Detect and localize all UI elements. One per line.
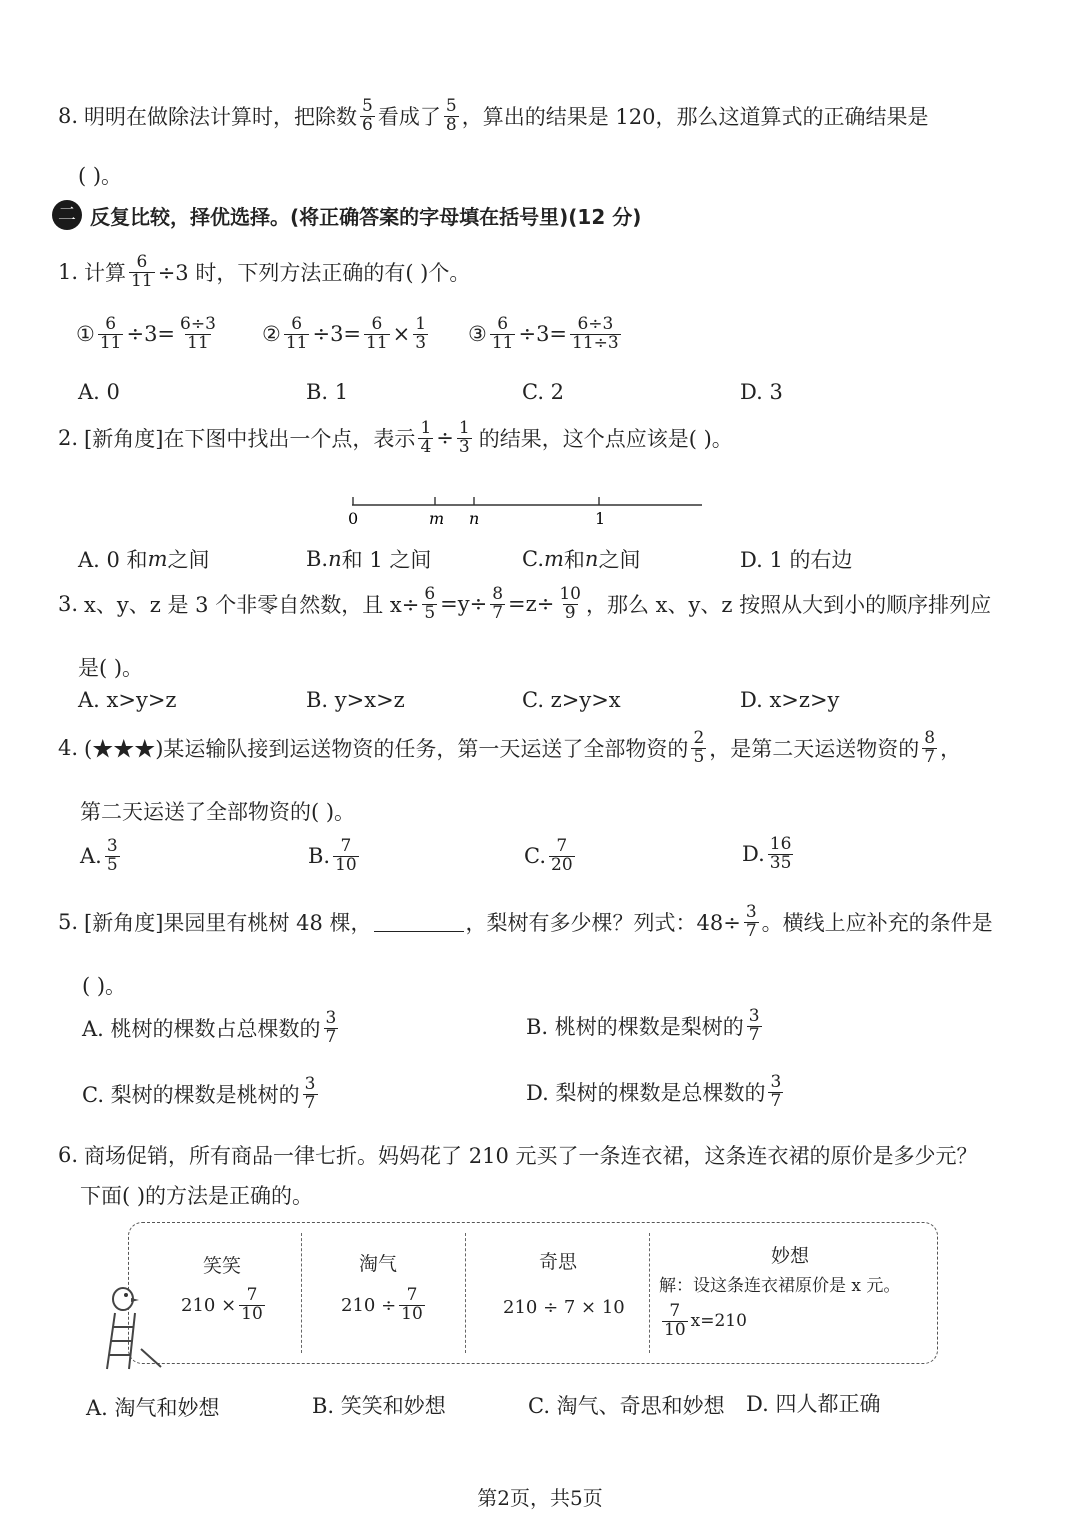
q3-fraction-2: $\frac{8}{7}$ [492,584,504,623]
q1-text-b: ÷3 时，下列方法正确的有( )个。 [157,261,471,286]
q1-option-b[interactable]: B. 1 [306,380,349,404]
q3-text-a: x、y、z 是 3 个非零自然数，且 x÷ [84,593,420,618]
box-divider-2 [465,1233,466,1353]
section-title: 反复比较，择优选择。(将正确答案的字母填在括号里)(12 分) [90,204,642,229]
section-badge: 二 [52,200,82,230]
q1-method-2: ② $\frac{6}{11}$ ÷3= $\frac{6}{11}$ × $\frac{1}{3}$ [262,314,427,353]
q5-stem [58,904,993,941]
person-taoqi-method: 210 ÷ $\frac{7}{10}$ [341,1285,423,1324]
q8-text-c: ，算出的结果是 120，那么这道算式的正确结果是 [461,105,929,130]
q5-line2: ( )。 [82,974,127,998]
q8-text-b: 看成了 [377,105,441,130]
q8-number: 8. [58,104,79,129]
q5-number: 5. [58,910,79,935]
page-footer: 第2页，共5页 [477,1486,603,1510]
q5-option-d[interactable]: D. 梨树的棵数是总棵数的 $\frac{3}{7}$ [526,1072,782,1111]
q1-stem [58,254,470,291]
q4-option-b[interactable]: B. $\frac{7}{10}$ [308,836,357,875]
q3-number: 3. [58,592,79,617]
q2-operator: ÷ [436,426,454,451]
q2-option-b[interactable]: B. n 和 1 之间 [306,547,432,572]
box-divider-3 [649,1233,650,1353]
label-0: 0 [348,509,359,528]
person-miaoxiang-solution: 解：设这条连衣裙原价是 x 元。 [659,1276,901,1296]
q2-text-b: 的结果，这个点应该是( )。 [478,427,733,452]
q5-text-a: [新角度]果园里有桃树 48 棵， [84,911,372,936]
q6-option-b[interactable]: B. 笑笑和妙想 [312,1394,446,1418]
q4-stem [58,730,961,767]
q6-option-d[interactable]: D. 四人都正确 [746,1392,881,1416]
q3-stem [58,586,991,623]
q3-fraction-1: $\frac{6}{5}$ [424,584,436,623]
q3-fraction-3: $\frac{10}{9}$ [559,584,581,623]
label-m: m [429,509,445,528]
q5-option-a[interactable]: A. 桃树的棵数占总棵数的 $\frac{3}{7}$ [82,1008,337,1047]
q3-option-d[interactable]: D. x>z>y [740,688,840,712]
q4-text-b: ，是第二天运送物资的 [709,737,920,762]
q5-text-b: ，梨树有多少棵？列式：48÷ [465,911,741,936]
person-miaoxiang-equation: $\frac{7}{10}$ x=210 [664,1301,747,1340]
person-qisi-method: 210 ÷ 7 × 10 [503,1297,625,1318]
person-xiaoxiao-method: 210 × $\frac{7}{10}$ [181,1285,263,1324]
q4-fraction-1: $\frac{2}{5}$ [693,728,705,767]
bird-ladder-illustration [101,1279,171,1373]
q4-text-a: (★★★)某运输队接到运送物资的任务，第一天运送了全部物资的 [84,737,689,762]
label-1: 1 [595,509,606,528]
q5-fraction: $\frac{3}{7}$ [745,902,757,941]
q1-fraction: $\frac{6}{11}$ [131,252,153,291]
q6-text-a: 商场促销，所有商品一律七折。妈妈花了 210 元买了一条连衣裙，这条连衣裙的原价是多少元？ [84,1144,978,1168]
q8-text-a: 明明在做除法计算时，把除数 [84,105,358,130]
q3-option-c[interactable]: C. z>y>x [522,688,621,712]
q2-stem [58,420,733,457]
q8-fraction-2: $\frac{5}{8}$ [445,96,457,135]
q5-fill-blank[interactable] [374,913,464,932]
q2-number: 2. [58,426,79,451]
q6-option-a[interactable]: A. 淘气和妙想 [86,1396,220,1420]
q4-line2: 第二天运送了全部物资的( )。 [80,800,356,824]
q4-option-a[interactable]: A. $\frac{3}{5}$ [80,836,118,875]
person-xiaoxiao-name: 笑笑 [203,1255,242,1277]
q8-line1 [58,98,928,135]
q5-option-c[interactable]: C. 梨树的棵数是桃树的 $\frac{3}{7}$ [82,1074,316,1113]
number-line [340,488,710,532]
q5-option-b[interactable]: B. 桃树的棵数是梨树的 $\frac{3}{7}$ [526,1006,760,1045]
q1-method-1: ① $\frac{6}{11}$ ÷3= $\frac{6\div 3}{11}$ [76,314,216,353]
q1-method-3: ③ $\frac{6}{11}$ ÷3= $\frac{6\div 3}{11\div 3}$ [468,314,619,353]
q3-line2: 是( )。 [78,656,144,680]
q1-number: 1. [58,260,79,285]
q4-fraction-2: $\frac{8}{7}$ [924,728,936,767]
q2-option-c[interactable]: C. m 和 n 之间 [522,547,641,572]
q1-option-d[interactable]: D. 3 [740,380,783,404]
q1-text-a: 计算 [84,261,127,286]
q3-eq-1: =y÷ [440,592,488,617]
methods-box [128,1222,938,1364]
q1-option-c[interactable]: C. 2 [522,380,565,404]
q3-text-b: ，那么 x、y、z 按照从大到小的顺序排列应 [585,593,992,618]
q2-fraction-2: $\frac{1}{3}$ [458,418,470,457]
q4-number: 4. [58,736,79,761]
person-taoqi-name: 淘气 [359,1253,398,1275]
q4-option-d[interactable]: D. $\frac{16}{35}$ [742,834,792,873]
q8-answer-blank: ( )。 [78,164,123,188]
label-n: n [469,509,480,528]
q2-option-a[interactable]: A. 0 和 m 之间 [78,547,210,572]
q6-stem [58,1140,977,1170]
q3-option-a[interactable]: A. x>y>z [78,688,177,712]
q6-option-c[interactable]: C. 淘气、奇思和妙想 [528,1394,725,1418]
q6-line2: 下面( )的方法是正确的。 [80,1184,314,1208]
box-divider-1 [301,1233,302,1353]
q2-option-d[interactable]: D. 1 的右边 [740,548,853,572]
person-qisi-name: 奇思 [539,1251,578,1273]
q4-option-c[interactable]: C. $\frac{7}{20}$ [524,836,573,875]
q3-eq-2: =z÷ [508,592,555,617]
q2-fraction-1: $\frac{1}{4}$ [420,418,432,457]
person-miaoxiang-name: 妙想 [771,1245,810,1267]
q1-option-a[interactable]: A. 0 [78,380,120,404]
q2-text-a: [新角度]在下图中找出一个点，表示 [84,427,416,452]
q4-text-c: ， [940,737,962,762]
section-heading [52,200,641,230]
q8-fraction-1: $\frac{5}{6}$ [362,96,373,135]
q6-number: 6. [58,1143,79,1167]
q3-option-b[interactable]: B. y>x>z [306,688,405,712]
q5-text-c: 。横线上应补充的条件是 [761,911,993,936]
